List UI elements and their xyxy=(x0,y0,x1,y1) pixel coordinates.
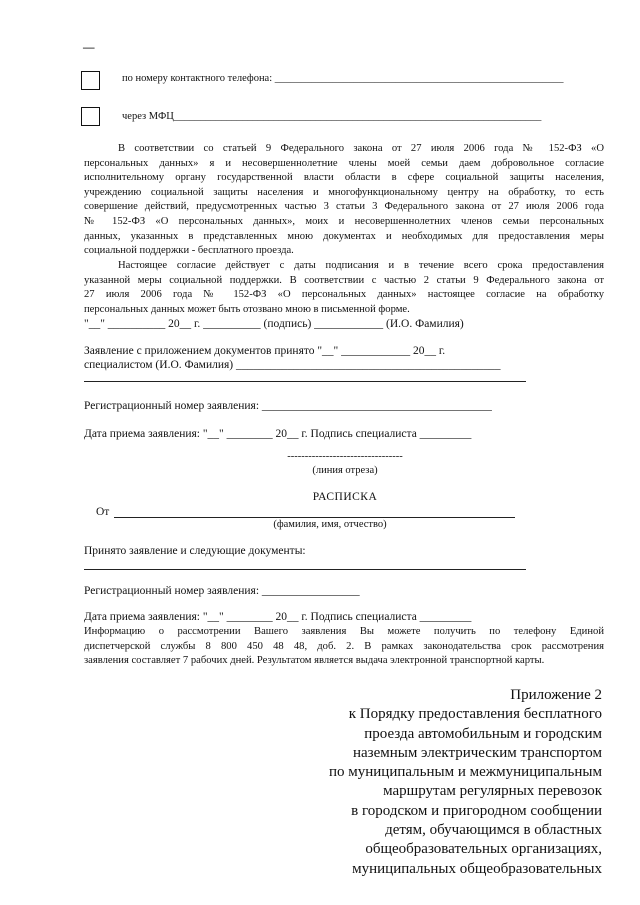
consent-line: совершение действий, предусмотренных частью 3 статьи 3 Федерального закона от 27 июля 2006 года xyxy=(84,201,604,213)
receive-date-field: Дата приема заявления: "__" ________ 20__ г. Подпись специалиста _________ xyxy=(84,428,472,440)
receipt-from-label: От xyxy=(96,506,110,518)
consent-line: персональных данных» я и несовершеннолетние члены моей семьи даем добровольное согласие xyxy=(84,157,604,169)
consent-line: данных, указанных в представленных мною документах и необходимых для предоставления меры xyxy=(84,230,604,242)
appendix-line: муниципальных общеобразовательных xyxy=(352,860,602,877)
contact-phone-checkbox[interactable] xyxy=(81,71,100,90)
receipt-info-line: Информацию о рассмотрении Вашего заявления Вы можете получить по телефону Единой xyxy=(84,626,604,637)
appendix-line: по муниципальным и межмуниципальным xyxy=(328,764,602,781)
receipt-receive-date: Дата приема заявления: "__" ________ 20__ г. Подпись специалиста _________ xyxy=(84,611,472,623)
receipt-info-line: заявления составляет 7 рабочих дней. Результатом является выдача электронной транспортной карты. xyxy=(84,655,545,667)
consent-line: Настоящее согласие действует с даты подписания и в течение всего срока предоставления xyxy=(118,260,604,271)
consent-line: 27 июля 2006 года № 152-ФЗ «О персональных данных» настоящее согласие на обработку xyxy=(84,289,604,301)
mfc-checkbox[interactable] xyxy=(81,107,100,126)
receipt-registration-number: Регистрационный номер заявления: _________________ xyxy=(84,585,360,597)
consent-line: № 152-ФЗ «О персональных данных», моих и несовершеннолетних членов семьи персональных xyxy=(84,215,604,227)
appendix-heading xyxy=(242,686,602,879)
receipt-from-caption: (фамилия, имя, отчество) xyxy=(273,519,387,530)
signature-line: "__" __________ 20__ г. __________ (подпись) ____________ (И.О. Фамилия) xyxy=(84,318,464,330)
consent-line: В соответствии со статьей 9 Федерального закона от 27 июля 2006 года № 152-ФЗ «О xyxy=(118,143,604,154)
appendix-line: Приложение 2 xyxy=(510,687,602,703)
receipt-docs-label: Принято заявление и следующие документы: xyxy=(84,545,306,557)
receipt-docs-line xyxy=(84,569,526,570)
consent-paragraph-2 xyxy=(84,259,604,317)
appendix-line: к Порядку предоставления бесплатного xyxy=(348,706,602,723)
accepted-specialist-line: специалистом (И.О. Фамилия) ______________________________________________ xyxy=(84,359,501,371)
receipt-from-line xyxy=(114,517,515,518)
appendix-line: проезда автомобильным и городским xyxy=(364,725,602,742)
receipt-info-paragraph xyxy=(84,625,604,669)
consent-paragraph-1 xyxy=(84,142,604,259)
receipt-info-line: диспетчерской службы 8 800 450 48 48, доб. 2. В рамках законодательства срок рассмотрения xyxy=(84,640,604,652)
appendix-line: общеобразовательных организациях, xyxy=(365,841,602,858)
registration-number-field: Регистрационный номер заявления: ________________________________________ xyxy=(84,400,492,412)
contact-phone-option-label: по номеру контактного телефона: _______________________________________________________ xyxy=(122,73,564,84)
appendix-line: в городском и пригородном сообщении xyxy=(351,802,602,819)
consent-line: исполнительному органу государственной власти области в сфере социальной защиты населения, xyxy=(84,172,604,184)
separator-rule xyxy=(84,381,526,382)
consent-line: персональных данных может быть отозвано мною в письменной форме. xyxy=(84,303,410,315)
cut-line-dashes: --------------------------------- xyxy=(287,451,403,462)
top-dash: — xyxy=(83,42,95,54)
accepted-date-line: Заявление с приложением документов принято "__" ____________ 20__ г. xyxy=(84,345,446,357)
consent-line: указанной меры социальной поддержки. В соответствии с частью 2 статьи 9 Федерального закона от xyxy=(84,274,604,286)
consent-line: учреждению социальной защиты населения и многофункциональному центру на обработку, то есть xyxy=(84,186,604,198)
consent-line: социальной поддержки - бесплатного проезда. xyxy=(84,245,294,257)
appendix-line: наземным электрическим транспортом xyxy=(352,744,602,761)
cut-line-label: (линия отреза) xyxy=(312,465,378,476)
mfc-option-label: через МФЦ______________________________________________________________________ xyxy=(122,111,542,122)
appendix-line: маршрутам регулярных перевозок xyxy=(383,783,602,800)
receipt-title: РАСПИСКА xyxy=(312,491,378,503)
appendix-line: детям, обучающимся в областных xyxy=(385,822,602,839)
